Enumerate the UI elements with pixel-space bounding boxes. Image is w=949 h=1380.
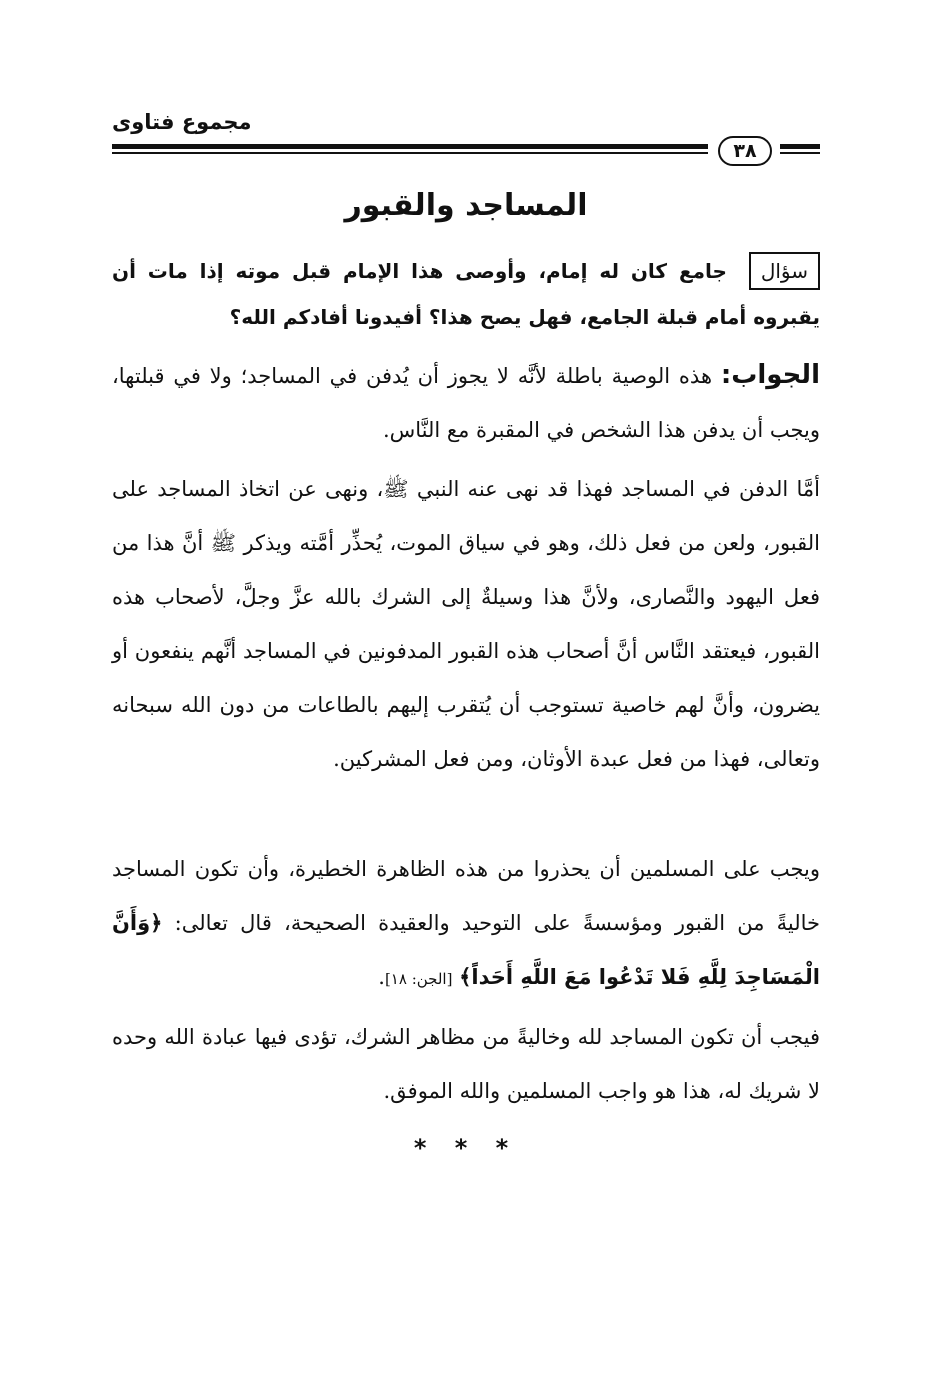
verse-citation: [الجن: ١٨] bbox=[384, 970, 453, 988]
page-number: ٣٨ bbox=[718, 136, 772, 166]
answer-text: هذه الوصية باطلة لأنَّه لا يجوز أن يُدفن في المساجد؛ ولا في قبلتها، ويجب أن يدفن هذا الشخص في المقبرة مع النَّاس. bbox=[112, 364, 820, 442]
quran-verse: ﴿وَأَنَّ الْمَسَاجِدَ لِلَّهِ فَلا تَدْعُوا مَعَ اللَّهِ أَحَداً﴾ bbox=[112, 911, 820, 989]
answer-paragraph bbox=[112, 348, 820, 457]
paragraph-conclusion: فيجب أن تكون المساجد لله وخاليةً من مظاهر الشرك، تؤدى فيها عبادة الله وحده لا شريك له، هذا هو واجب المسلمين والله الموفق. bbox=[112, 1025, 820, 1103]
paragraph-mosques-free-of-graves bbox=[112, 842, 820, 1006]
paragraph-text: ويجب على المسلمين أن يحذروا من هذه الظاهرة الخطيرة، وأن تكون المساجد خاليةً من القبور ومؤسسةً على التوحيد والعقيدة الصحيحة، قال تعالى: bbox=[112, 857, 820, 935]
paragraph-burial-prohibition: أمَّا الدفن في المساجد فهذا قد نهى عنه النبي ﷺ، ونهى عن اتخاذ المساجد على القبور، ولعن من فعل ذلك، وهو في سياق الموت، يُحذِّر أمَّته ويذكر ﷺ أنَّ هذا من فعل اليهود والنَّصارى، ولأنَّ هذا وسيلةٌ إلى الشرك بالله عزَّ وجلَّ، لأصحاب هذه القبور، فيعتقد النَّاس أنَّ أصحاب هذه القبور المدفونين في المساجد أنَّهم ينفعون أو يضرون، وأنَّ لهم خاصية تستوجب أن يُتقرب إليهم بالطاعات من دون الله سبحانه وتعالى، فهذا من فعل عبدة الأوثان، ومن فعل المشركين. bbox=[112, 477, 820, 771]
header-rule-thick-right bbox=[780, 144, 820, 149]
answer-label: الجواب: bbox=[720, 360, 820, 390]
period: . bbox=[378, 965, 385, 989]
section-title: المساجد والقبور bbox=[344, 188, 588, 223]
header-rule-thin-right bbox=[780, 152, 820, 154]
question-text: جامع كان له إمام، وأوصى هذا الإمام قبل موته إذا مات أن يقبروه أمام قبلة الجامع، فهل يصح هذا؟ أفيدونا أفادكم الله؟ bbox=[112, 259, 820, 329]
header-rule-thin bbox=[112, 152, 708, 154]
header-rule-thick bbox=[112, 144, 708, 149]
question-label: سؤال bbox=[749, 252, 820, 290]
question-block bbox=[112, 248, 820, 340]
section-separator: * * * bbox=[413, 1134, 519, 1162]
book-title: مجموع فتاوى bbox=[112, 110, 252, 134]
